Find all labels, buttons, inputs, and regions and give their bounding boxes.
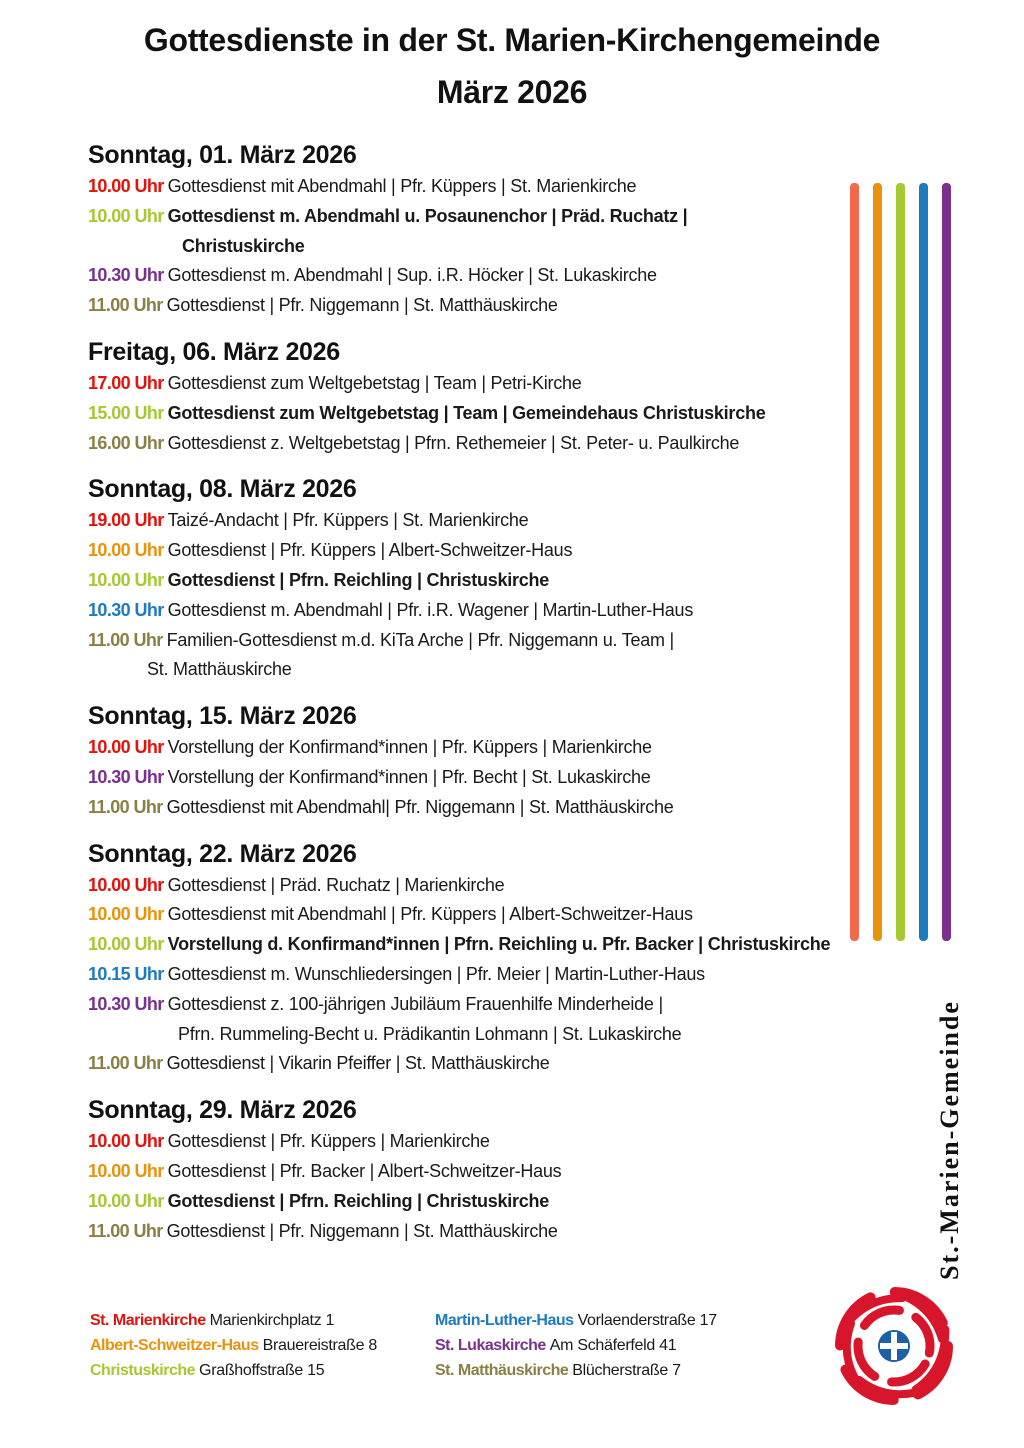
service-description: Vorstellung d. Konfirmand*innen | Pfrn. Reichling u. Pfr. Backer | Christuskirche bbox=[167, 934, 831, 955]
address-church-name: St. Marienkirche bbox=[90, 1312, 206, 1329]
service-description: Gottesdienst zum Weltgebetstag | Team | Gemeindehaus Christuskirche bbox=[167, 402, 766, 423]
service-entry bbox=[88, 202, 908, 262]
color-stripe bbox=[873, 183, 882, 941]
service-entry bbox=[88, 429, 908, 459]
service-description: Vorstellung der Konfirmand*innen | Pfr. Küppers | Marienkirche bbox=[167, 737, 652, 758]
service-description: Gottesdienst | Vikarin Pfeiffer | St. Matthäuskirche bbox=[166, 1053, 550, 1074]
day-heading: Sonntag, 01. März 2026 bbox=[88, 141, 357, 169]
address-street: Blücherstraße 7 bbox=[572, 1362, 681, 1379]
service-time: 11.00 Uhr bbox=[88, 1220, 163, 1241]
service-time: 10.00 Uhr bbox=[88, 569, 164, 590]
service-entry bbox=[88, 566, 908, 596]
day-section bbox=[88, 472, 908, 685]
service-time: 10.00 Uhr bbox=[88, 205, 164, 226]
service-schedule bbox=[88, 138, 908, 1260]
service-entry bbox=[88, 793, 908, 823]
service-entry bbox=[88, 1187, 908, 1217]
service-entry bbox=[88, 399, 908, 429]
address-street: Brauereistraße 8 bbox=[262, 1337, 377, 1354]
service-entry bbox=[88, 626, 908, 686]
service-time: 17.00 Uhr bbox=[88, 372, 164, 393]
service-time: 10.00 Uhr bbox=[88, 1131, 164, 1152]
day-heading: Sonntag, 29. März 2026 bbox=[88, 1096, 357, 1125]
service-description: Gottesdienst m. Abendmahl | Pfr. i.R. Wagener | Martin-Luther-Haus bbox=[167, 599, 694, 620]
service-time: 10.00 Uhr bbox=[88, 874, 164, 895]
day-heading: Sonntag, 08. März 2026 bbox=[88, 475, 357, 504]
service-time: 10.00 Uhr bbox=[88, 1160, 164, 1181]
service-description: Gottesdienst | Pfr. Backer | Albert-Schweitzer-Haus bbox=[167, 1160, 562, 1181]
service-description: Gottesdienst z. 100-jährigen Jubiläum Frauenhilfe Minderheide | bbox=[167, 993, 663, 1014]
service-description: Gottesdienst mit Abendmahl | Pfr. Küppers | Albert-Schweitzer-Haus bbox=[167, 904, 693, 925]
service-description: Gottesdienst | Pfr. Niggemann | St. Matthäuskirche bbox=[166, 1220, 558, 1241]
service-entry bbox=[88, 369, 908, 399]
service-description: Gottesdienst | Pfr. Küppers | Marienkirche bbox=[167, 1131, 490, 1152]
service-entry bbox=[88, 1049, 908, 1079]
service-description: Gottesdienst | Pfr. Küppers | Albert-Schweitzer-Haus bbox=[167, 540, 573, 561]
day-heading: Freitag, 06. März 2026 bbox=[88, 337, 340, 366]
service-description: Gottesdienst z. Weltgebetstag | Pfrn. Rethemeier | St. Peter- u. Paulkirche bbox=[167, 432, 740, 453]
service-description-continued: Pfrn. Rummeling-Becht u. Prädikantin Lohmann | St. Lukaskirche bbox=[178, 1023, 682, 1044]
color-stripes-decoration bbox=[850, 183, 950, 941]
service-time: 10.00 Uhr bbox=[88, 540, 164, 561]
service-description: Gottesdienst zum Weltgebetstag | Team | Petri-Kirche bbox=[167, 372, 582, 393]
service-time: 10.15 Uhr bbox=[88, 963, 164, 984]
service-description: Vorstellung der Konfirmand*innen | Pfr. Becht | St. Lukaskirche bbox=[167, 766, 651, 787]
address-church-name: Albert-Schweitzer-Haus bbox=[90, 1337, 259, 1354]
service-entry bbox=[88, 596, 908, 626]
service-entry bbox=[88, 261, 908, 291]
service-entry bbox=[88, 871, 908, 901]
service-time: 11.00 Uhr bbox=[88, 629, 163, 650]
rose-cross-icon bbox=[832, 1284, 956, 1408]
service-time: 15.00 Uhr bbox=[88, 402, 164, 423]
service-description: Gottesdienst m. Wunschliedersingen | Pfr. Meier | Martin-Luther-Haus bbox=[167, 963, 705, 984]
service-description: Gottesdienst | Präd. Ruchatz | Marienkirche bbox=[167, 874, 505, 895]
service-time: 16.00 Uhr bbox=[88, 432, 164, 453]
service-time: 19.00 Uhr bbox=[88, 510, 164, 531]
service-time: 10.00 Uhr bbox=[88, 176, 164, 196]
address-entry bbox=[90, 1337, 377, 1355]
service-entry bbox=[88, 1127, 908, 1157]
service-time: 10.00 Uhr bbox=[88, 737, 164, 758]
service-entry bbox=[88, 1157, 908, 1187]
service-description: Gottesdienst | Pfrn. Reichling | Christuskirche bbox=[167, 1190, 550, 1211]
address-church-name: Christuskirche bbox=[90, 1362, 196, 1379]
page-subtitle-month: März 2026 bbox=[436, 74, 588, 110]
service-entry bbox=[88, 990, 908, 1050]
color-stripe bbox=[919, 183, 928, 941]
address-entry bbox=[435, 1362, 681, 1380]
service-entry bbox=[88, 172, 908, 202]
service-description: Gottesdienst m. Abendmahl | Sup. i.R. Höcker | St. Lukaskirche bbox=[167, 265, 657, 286]
day-section bbox=[88, 699, 908, 822]
address-church-name: St. Lukaskirche bbox=[435, 1337, 546, 1354]
service-entry bbox=[88, 960, 908, 990]
address-entry bbox=[435, 1337, 676, 1355]
color-stripe bbox=[942, 183, 951, 941]
address-church-name: Martin-Luther-Haus bbox=[435, 1312, 574, 1329]
service-time: 10.30 Uhr bbox=[88, 265, 164, 286]
day-section bbox=[88, 1093, 908, 1246]
service-time: 11.00 Uhr bbox=[88, 796, 163, 817]
service-entry bbox=[88, 536, 908, 566]
service-entry bbox=[88, 733, 908, 763]
service-time: 10.30 Uhr bbox=[88, 766, 164, 787]
service-description: Gottesdienst mit Abendmahl | Pfr. Küppers | St. Marienkirche bbox=[167, 176, 637, 196]
service-entry bbox=[88, 930, 908, 960]
address-entry bbox=[435, 1312, 717, 1330]
service-description: Familien-Gottesdienst m.d. KiTa Arche | Pfr. Niggemann u. Team | bbox=[166, 629, 674, 650]
service-description: Gottesdienst mit Abendmahl| Pfr. Niggemann | St. Matthäuskirche bbox=[166, 796, 674, 817]
service-description-continued: St. Matthäuskirche bbox=[147, 659, 292, 680]
service-time: 10.30 Uhr bbox=[88, 993, 164, 1014]
service-description: Gottesdienst m. Abendmahl u. Posaunenchor | Präd. Ruchatz | bbox=[167, 205, 688, 226]
color-stripe bbox=[850, 183, 859, 941]
service-entry bbox=[88, 1217, 908, 1247]
address-street: Marienkirchplatz 1 bbox=[209, 1312, 335, 1329]
parish-rose-logo bbox=[832, 1284, 956, 1408]
service-description: Gottesdienst | Pfrn. Reichling | Christuskirche bbox=[167, 569, 550, 590]
day-section bbox=[88, 335, 908, 458]
day-heading: Sonntag, 22. März 2026 bbox=[88, 839, 357, 868]
address-street: Vorlaenderstraße 17 bbox=[577, 1312, 717, 1329]
address-street: Am Schäferfeld 41 bbox=[549, 1337, 677, 1354]
address-church-name: St. Matthäuskirche bbox=[435, 1362, 569, 1379]
service-entry bbox=[88, 763, 908, 793]
address-entry bbox=[90, 1362, 324, 1380]
day-heading: Sonntag, 15. März 2026 bbox=[88, 702, 357, 731]
service-entry bbox=[88, 506, 908, 536]
color-stripe bbox=[896, 183, 905, 941]
service-entry bbox=[88, 291, 908, 321]
service-description-continued: Christuskirche bbox=[182, 235, 305, 256]
service-description: Taizé-Andacht | Pfr. Küppers | St. Marienkirche bbox=[167, 510, 529, 531]
day-section bbox=[88, 138, 908, 321]
service-time: 10.00 Uhr bbox=[88, 904, 164, 925]
address-entry bbox=[90, 1312, 334, 1330]
parish-wordmark: St.-Marien-Gemeinde bbox=[935, 1000, 964, 1280]
address-street: Graßhoffstraße 15 bbox=[199, 1362, 325, 1379]
service-time: 11.00 Uhr bbox=[88, 1053, 163, 1074]
service-time: 11.00 Uhr bbox=[88, 295, 163, 316]
service-time: 10.00 Uhr bbox=[88, 934, 164, 955]
service-entry bbox=[88, 900, 908, 930]
page-title: Gottesdienste in der St. Marien-Kirchengemeinde bbox=[143, 22, 881, 58]
service-time: 10.00 Uhr bbox=[88, 1190, 164, 1211]
day-section bbox=[88, 837, 908, 1080]
service-time: 10.30 Uhr bbox=[88, 599, 164, 620]
service-description: Gottesdienst | Pfr. Niggemann | St. Matthäuskirche bbox=[166, 295, 558, 316]
